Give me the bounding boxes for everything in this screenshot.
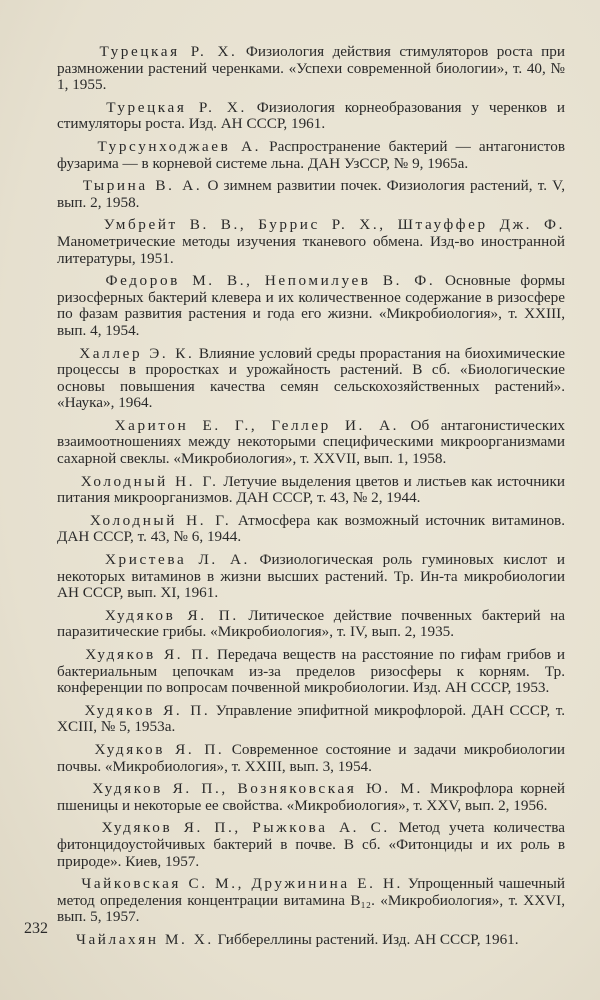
page-number: 232 (24, 920, 48, 937)
entry-text: Об антагонистических взаимоотношениях между некоторыми специфическими микроорганизмами сахарной свеклы. «Микробиология», т. XXVII, вып. 1, 1958. (57, 416, 565, 468)
entry-author: Худяков Я. П. (84, 701, 211, 719)
entry-author: Чайлахян М. Х. (75, 930, 214, 948)
entry-text: Физиологическая роль гуминовых кислот и некоторых витаминов в жизни высших растений. Тр. Ин-та микробиологии АН СССР, вып. XI, 1961. (57, 551, 565, 602)
bibliography-entry (57, 608, 565, 641)
entry-text: Микрофлора корней пшеницы и некоторые ее свойства. «Микробиология», т. XXV, вып. 2, 1956. (57, 780, 565, 814)
entry-author: Халлер Э. К. (79, 344, 195, 362)
entry-author: Христева Л. А. (104, 551, 250, 569)
entry-text: Основные формы ризосферных бактерий клевера и их количественное содержание в ризосфере по фазам развития растения и года его жизни. «Микробиология», т. XXIII, вып. 4, 1954. (57, 272, 565, 339)
entry-author: Чайковская С. М., Дружинина Е. Н. (81, 875, 403, 893)
bibliography-entry (57, 474, 565, 507)
bibliography-entry (57, 742, 565, 775)
bibliography-entry (57, 513, 565, 546)
bibliography-entry (57, 781, 565, 814)
entry-author: Умбрейт В. В., Буррис Р. Х., Штауффер Дж. Ф. (103, 216, 565, 234)
entry-text: Летучие выделения цветов и листьев как источники питания микроорганизмов. ДАН СССР, т. 43, № 2, 1944. (57, 472, 566, 507)
bibliography-entry (57, 139, 565, 172)
bibliography-column (57, 44, 565, 955)
entry-text: Передача веществ на расстояние по гифам грибов и бактериальным цепочкам из-за пределов ризосферы к корням. Тр. конференции по вопросам почвенной микробиологии. Изд. АН СССР, 1953. (57, 646, 565, 697)
bibliography-entry (57, 273, 565, 339)
bibliography-entry (57, 552, 565, 602)
entry-text: Гиббереллины растений. Изд. АН СССР, 1961. (217, 930, 519, 948)
entry-text: Манометрические методы изучения тканевого обмена. Изд-во иностранной литературы, 1951. (57, 232, 565, 267)
entry-author: Холодный Н. Г. (80, 472, 219, 490)
bibliography-entry (57, 217, 565, 267)
entry-author: Худяков Я. П. (85, 646, 212, 663)
entry-text: Упрощенный чашечный метод определения концентрации витамина B₁₂. «Микробиология», т. XXVI, вып. 5, 1957. (57, 875, 565, 926)
entry-text: Влияние условий среды прорастания на биохимические процессы в проростках и урожайность растений. В сб. «Биологические основы повышения качества семян сельскохозяйственных растений». «Наука», 1964. (57, 344, 566, 412)
entry-text: Современное состояние и задачи микробиологии почвы. «Микробиология», т. XXIII, вып. 3, 1954. (57, 740, 565, 775)
bibliography-entry (57, 418, 565, 468)
bibliography-entry (57, 647, 565, 697)
bibliography-entry (57, 100, 565, 133)
bibliography-entry (57, 820, 565, 870)
bibliography-entry (57, 703, 565, 736)
bibliography-entry (57, 346, 565, 412)
bibliography-entry (57, 178, 565, 211)
bibliography-entry (57, 44, 565, 94)
entry-author: Худяков Я. П. (94, 740, 225, 758)
entry-text: Атмосфера как возможный источник витаминов. ДАН СССР, т. 43, № 6, 1944. (57, 511, 566, 546)
entry-text: Физиология действия стимуляторов роста при размножении растений черенками. «Успехи современной биологии», т. 40, № 1, 1955. (57, 43, 566, 94)
entry-author: Тырина В. А. (82, 177, 203, 195)
entry-author: Федоров М. В., Непомилуев В. Ф. (105, 272, 436, 290)
entry-text: О зимнем развитии почек. Физиология растений, т. V, вып. 2, 1958. (57, 177, 565, 211)
bibliography-entry (57, 876, 565, 926)
entry-author: Худяков Я. П., Рыжкова А. С. (101, 819, 390, 837)
entry-author: Худяков Я. П., Возняковская Ю. М. (92, 780, 423, 798)
entry-text: Литическое действие почвенных бактерий на паразитические грибы. «Микробиология», т. IV, вып. 2, 1935. (57, 606, 566, 641)
entry-author: Турсунходжаев А. (97, 137, 262, 155)
entry-text: Распространение бактерий — антагонистов фузарима — в корневой системе льна. ДАН УзССР, № 9, 1965а. (57, 137, 566, 172)
entry-text: Физиология корнеобразования у черенков и стимуляторы роста. Изд. АН СССР, 1961. (57, 98, 566, 133)
entry-author: Харитон Е. Г., Геллер И. А. (114, 416, 400, 434)
entry-text: Управление эпифитной микрофлорой. ДАН СССР, т. XCIII, № 5, 1953а. (57, 701, 565, 736)
entry-text: Метод учета количества фитонцидоустойчивых бактерий в почве. В сб. «Фитонциды и их роль в природе». Киев, 1957. (57, 819, 565, 870)
entry-author: Турецкая Р. Х. (99, 43, 238, 60)
entry-author: Худяков Я. П. (104, 606, 239, 624)
bibliography-entry (57, 932, 565, 949)
entry-author: Турецкая Р. Х. (106, 98, 247, 116)
entry-author: Холодный Н. Г. (89, 511, 232, 529)
